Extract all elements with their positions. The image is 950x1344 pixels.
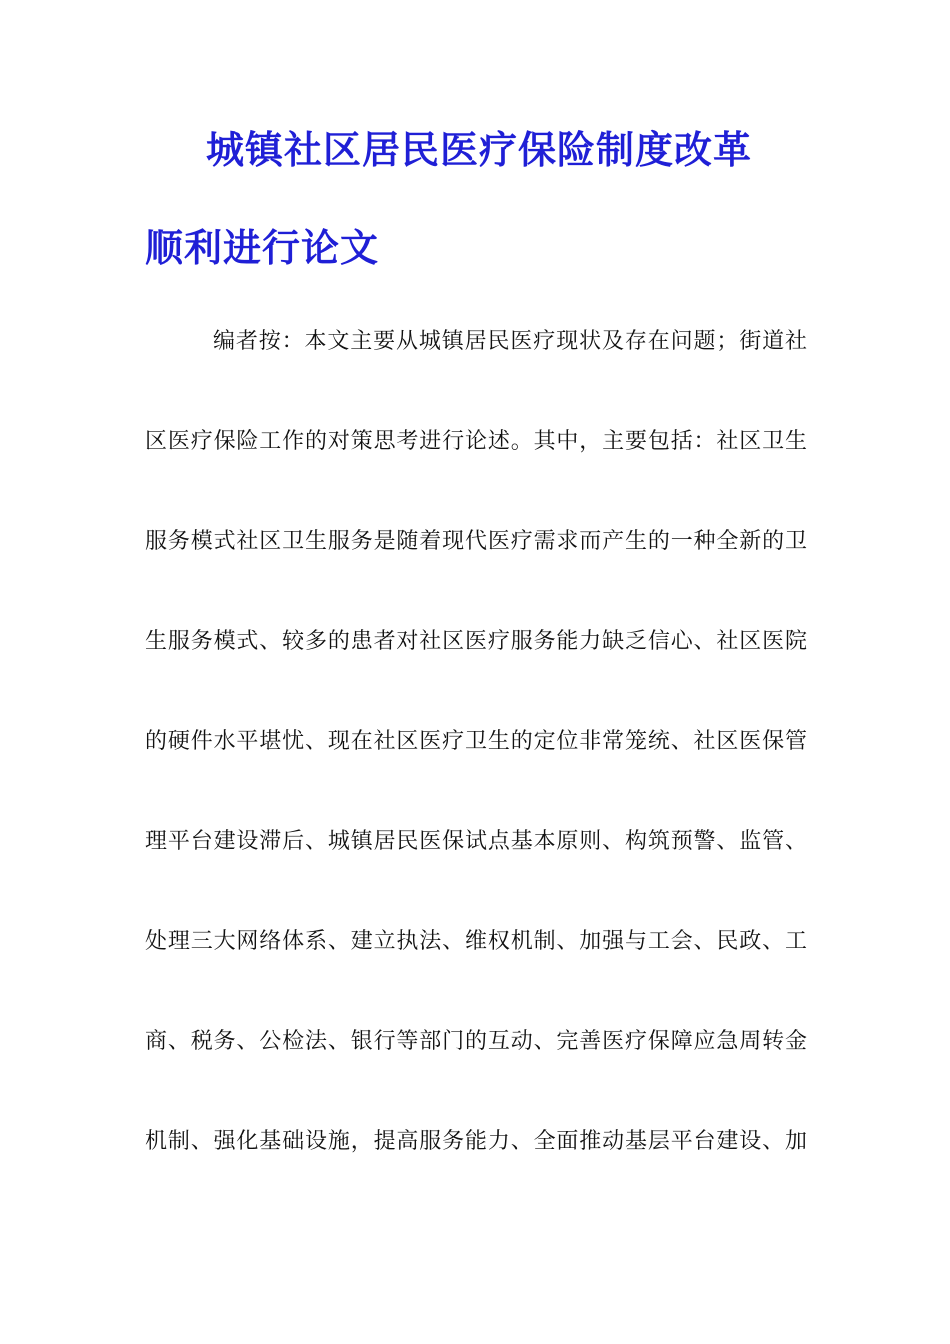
- body-line-2: 区医疗保险工作的对策思考进行论述。其中，主要包括：社区卫生: [145, 429, 807, 454]
- body-line-3: 服务模式社区卫生服务是随着现代医疗需求而产生的一种全新的卫: [145, 529, 807, 554]
- body-line-4: 生服务模式、较多的患者对社区医疗服务能力缺乏信心、社区医院: [145, 629, 807, 654]
- document-title-line-1: 城镇社区居民医疗保险制度改革: [206, 128, 753, 172]
- body-line-7: 处理三大网络体系、建立执法、维权机制、加强与工会、民政、工: [145, 929, 807, 954]
- body-line-1: 编者按：本文主要从城镇居民医疗现状及存在问题；街道社: [213, 329, 807, 354]
- body-line-5: 的硬件水平堪忧、现在社区医疗卫生的定位非常笼统、社区医保管: [145, 729, 807, 754]
- body-line-6: 理平台建设滞后、城镇居民医保试点基本原则、构筑预警、监管、: [145, 829, 807, 854]
- document-title-line-2: 顺利进行论文: [145, 226, 380, 270]
- body-line-8: 商、税务、公检法、银行等部门的互动、完善医疗保障应急周转金: [145, 1029, 807, 1054]
- body-line-9: 机制、强化基础设施，提高服务能力、全面推动基层平台建设、加: [145, 1129, 807, 1154]
